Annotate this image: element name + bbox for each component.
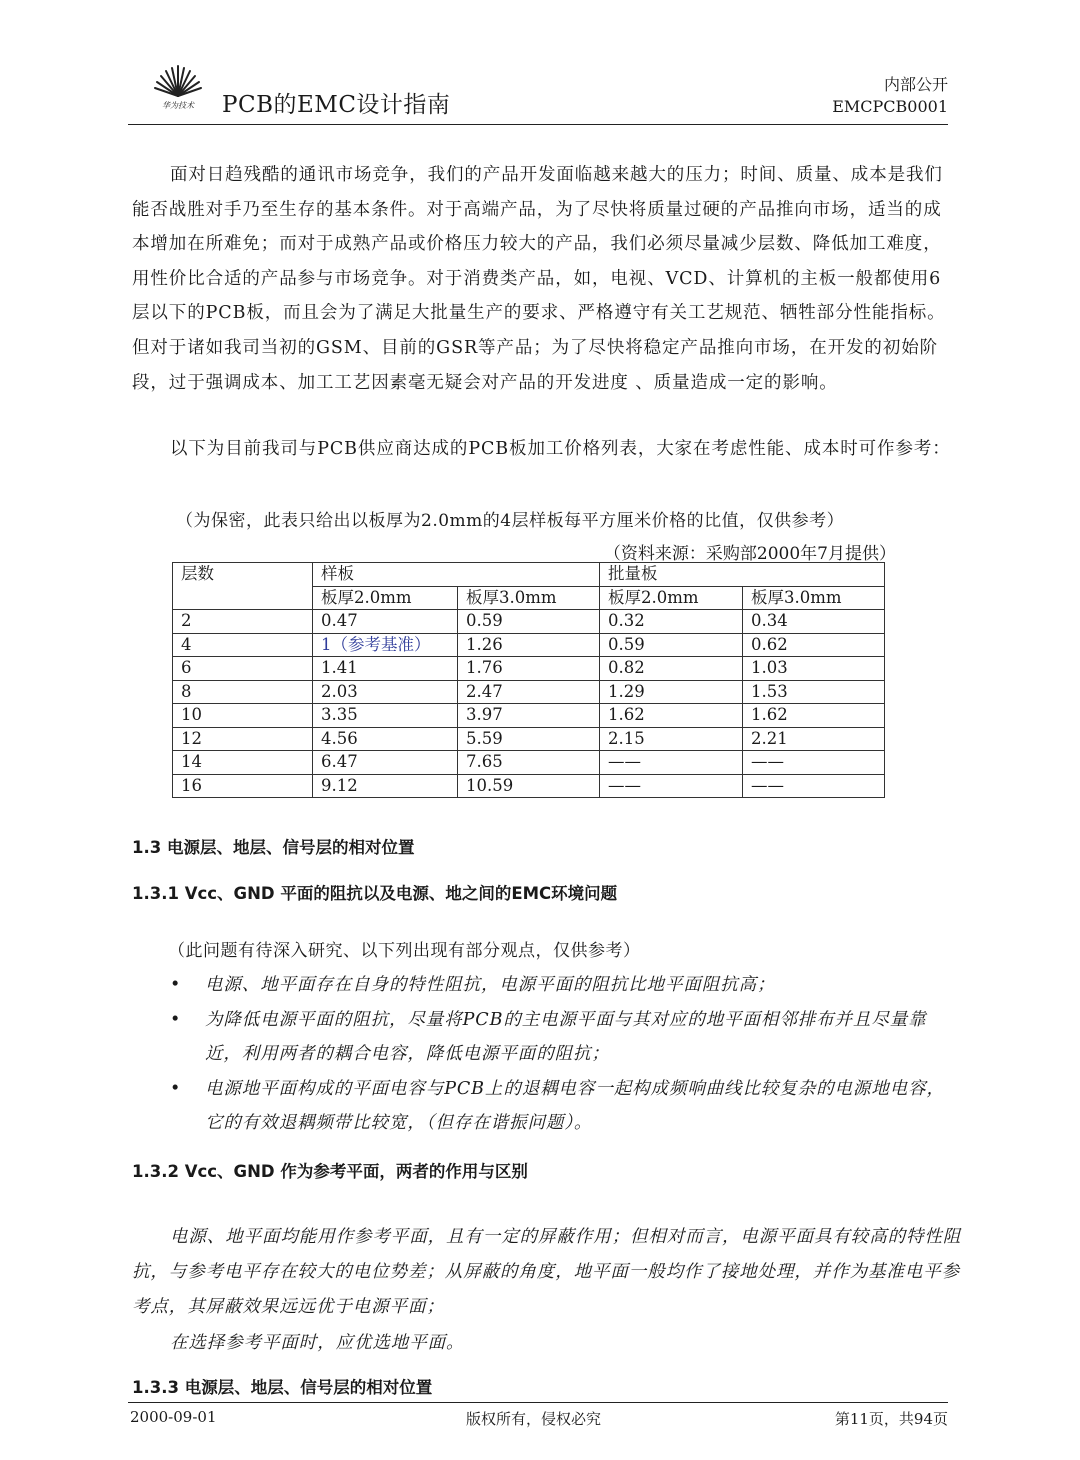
table-cell: 12: [173, 727, 313, 751]
table-cell: 1.03: [743, 657, 885, 681]
table-cell: 8: [173, 680, 313, 704]
table-cell: 1.62: [600, 704, 743, 728]
footer-divider: [128, 1402, 948, 1403]
bullet-text: 为降低电源平面的阻抗，尽量将PCB的主电源平面与其对应的地平面相邻排布并且尽量靠近，利用两者的耦合电容，降低电源平面的阻抗；: [205, 1009, 927, 1065]
document-code: EMCPCB0001: [832, 97, 948, 116]
classification-label: 内部公开: [883, 75, 948, 94]
table-row: [173, 704, 885, 728]
document-title: PCB的EMC设计指南: [222, 92, 451, 118]
bullet-text: 电源地平面构成的平面电容与PCB上的退耦电容一起构成频响曲线比较复杂的电源地电容，它的有效退耦频带比较宽，（但存在谐振问题）。: [205, 1078, 945, 1134]
table-cell: 5.59: [458, 727, 600, 751]
table-cell: 16: [173, 774, 313, 798]
subheader-batch-30: 板厚3.0mm: [743, 586, 885, 610]
header-sample: 样板: [313, 563, 600, 587]
table-cell: 0.47: [313, 610, 458, 634]
section-heading-1-3-2: 1.3.2 Vcc、GND 作为参考平面，两者的作用与区别: [132, 1162, 528, 1181]
table-cell: 1.53: [743, 680, 885, 704]
table-cell: ——: [600, 774, 743, 798]
table-cell: 2.47: [458, 680, 600, 704]
table-cell: 4: [173, 633, 313, 657]
table-cell: 2.21: [743, 727, 885, 751]
list-item: [170, 1072, 960, 1141]
company-fan-logo-icon: [150, 60, 206, 110]
table-cell: 1.26: [458, 633, 600, 657]
subheader-sample-30: 板厚3.0mm: [458, 586, 600, 610]
header-batch: 批量板: [600, 563, 885, 587]
table-row: [173, 751, 885, 775]
data-source-note: （资料来源：采购部2000年7月提供）: [603, 544, 896, 564]
table-cell: 0.32: [600, 610, 743, 634]
table-row: [173, 727, 885, 751]
company-logo: [150, 60, 206, 110]
table-cell: 2.15: [600, 727, 743, 751]
table-cell: 9.12: [313, 774, 458, 798]
table-row: [173, 680, 885, 704]
table-cell: 0.59: [458, 610, 600, 634]
table-cell: 3.97: [458, 704, 600, 728]
bullet-dot-icon: •: [170, 1009, 182, 1030]
list-item: [170, 968, 960, 1003]
table-cell: 1.29: [600, 680, 743, 704]
footer-page-number: 第11页，共94页: [834, 1410, 948, 1428]
logo-text: 华为技术: [162, 101, 194, 110]
table-cell: 14: [173, 751, 313, 775]
table-cell: 1.62: [743, 704, 885, 728]
table-cell: 6: [173, 657, 313, 681]
table-cell: 2: [173, 610, 313, 634]
footer-date: 2000-09-01: [130, 1408, 217, 1426]
reference-plane-conclusion: 在选择参考平面时，应优选地平面。: [170, 1333, 465, 1353]
table-cell: 0.82: [600, 657, 743, 681]
table-intro-paragraph: 以下为目前我司与PCB供应商达成的PCB板加工价格列表，大家在考虑性能、成本时可作参考：: [170, 439, 951, 459]
table-cell: 3.35: [313, 704, 458, 728]
table-cell: 2.03: [313, 680, 458, 704]
table-row: [173, 610, 885, 634]
pcb-price-table: [172, 562, 885, 798]
table-cell: ——: [743, 774, 885, 798]
table-cell: 7.65: [458, 751, 600, 775]
header-meta: [832, 74, 948, 118]
list-item: [170, 1003, 960, 1072]
intro-paragraph: 面对日趋残酷的通讯市场竞争，我们的产品开发面临越来越大的压力；时间、质量、成本是我们能否战胜对手乃至生存的基本条件。对于高端产品，为了尽快将质量过硬的产品推向市场，适当的成本增加在所难免；而对于成熟产品或价格压力较大的产品，我们必须尽量减少层数、降低加工难度，用性价比合适的产品参与市场竞争。对于消费类产品，如，电视、VCD、计算机的主板一般都使用6层以下的PCB板，而且会为了满足大批量生产的要求、严格遵守有关工艺规范、牺牲部分性能指标。但对于诸如我司当初的GSM、目前的GSR等产品；为了尽快将稳定产品推向市场，在开发的初始阶段，过于强调成本、加工工艺因素毫无疑会对产品的开发进度 、质量造成一定的影响。: [132, 165, 946, 393]
reference-plane-paragraph: 电源、地平面均能用作参考平面，且有一定的屏蔽作用；但相对而言，电源平面具有较高的特性阻抗，与参考电平存在较大的电位势差；从屏蔽的角度，地平面一般均作了接地处理，并作为基准电平参考点，其屏蔽效果远远优于电源平面；: [132, 1227, 962, 1317]
table-cell: 1.41: [313, 657, 458, 681]
table-cell: ——: [743, 751, 885, 775]
confidential-note: （为保密，此表只给出以板厚为2.0mm的4层样板每平方厘米价格的比值，仅供参考）: [176, 511, 845, 531]
bullet-list: [170, 968, 960, 1141]
table-cell: ——: [600, 751, 743, 775]
section-heading-1-3: 1.3 电源层、地层、信号层的相对位置: [132, 838, 415, 857]
table-header-row: [173, 563, 885, 587]
table-row: [173, 633, 885, 657]
table-row: [173, 657, 885, 681]
header-layers: 层数: [173, 563, 313, 610]
table-cell: 0.59: [600, 633, 743, 657]
table-cell: 6.47: [313, 751, 458, 775]
table-row: [173, 774, 885, 798]
section-heading-1-3-1: 1.3.1 Vcc、GND 平面的阻抗以及电源、地之间的EMC环境问题: [132, 884, 618, 903]
bullet-dot-icon: •: [170, 1078, 182, 1099]
subheader-sample-20: 板厚2.0mm: [313, 586, 458, 610]
section-note: （此问题有待深入研究、以下列出现有部分观点，仅供参考）: [168, 941, 641, 961]
header-divider: [128, 124, 948, 125]
bullet-text: 电源、地平面存在自身的特性阻抗，电源平面的阻抗比地平面阻抗高；: [205, 975, 776, 995]
table-cell: 4.56: [313, 727, 458, 751]
table-cell: 10.59: [458, 774, 600, 798]
footer-copyright: 版权所有，侵权必究: [466, 1410, 602, 1428]
table-cell: 0.34: [743, 610, 885, 634]
table-cell: 10: [173, 704, 313, 728]
subheader-batch-20: 板厚2.0mm: [600, 586, 743, 610]
table-cell: 1.76: [458, 657, 600, 681]
bullet-dot-icon: •: [170, 975, 182, 995]
reference-baseline-cell: 1（参考基准）: [313, 633, 458, 657]
section-heading-1-3-3: 1.3.3 电源层、地层、信号层的相对位置: [132, 1378, 433, 1397]
table-cell: 0.62: [743, 633, 885, 657]
